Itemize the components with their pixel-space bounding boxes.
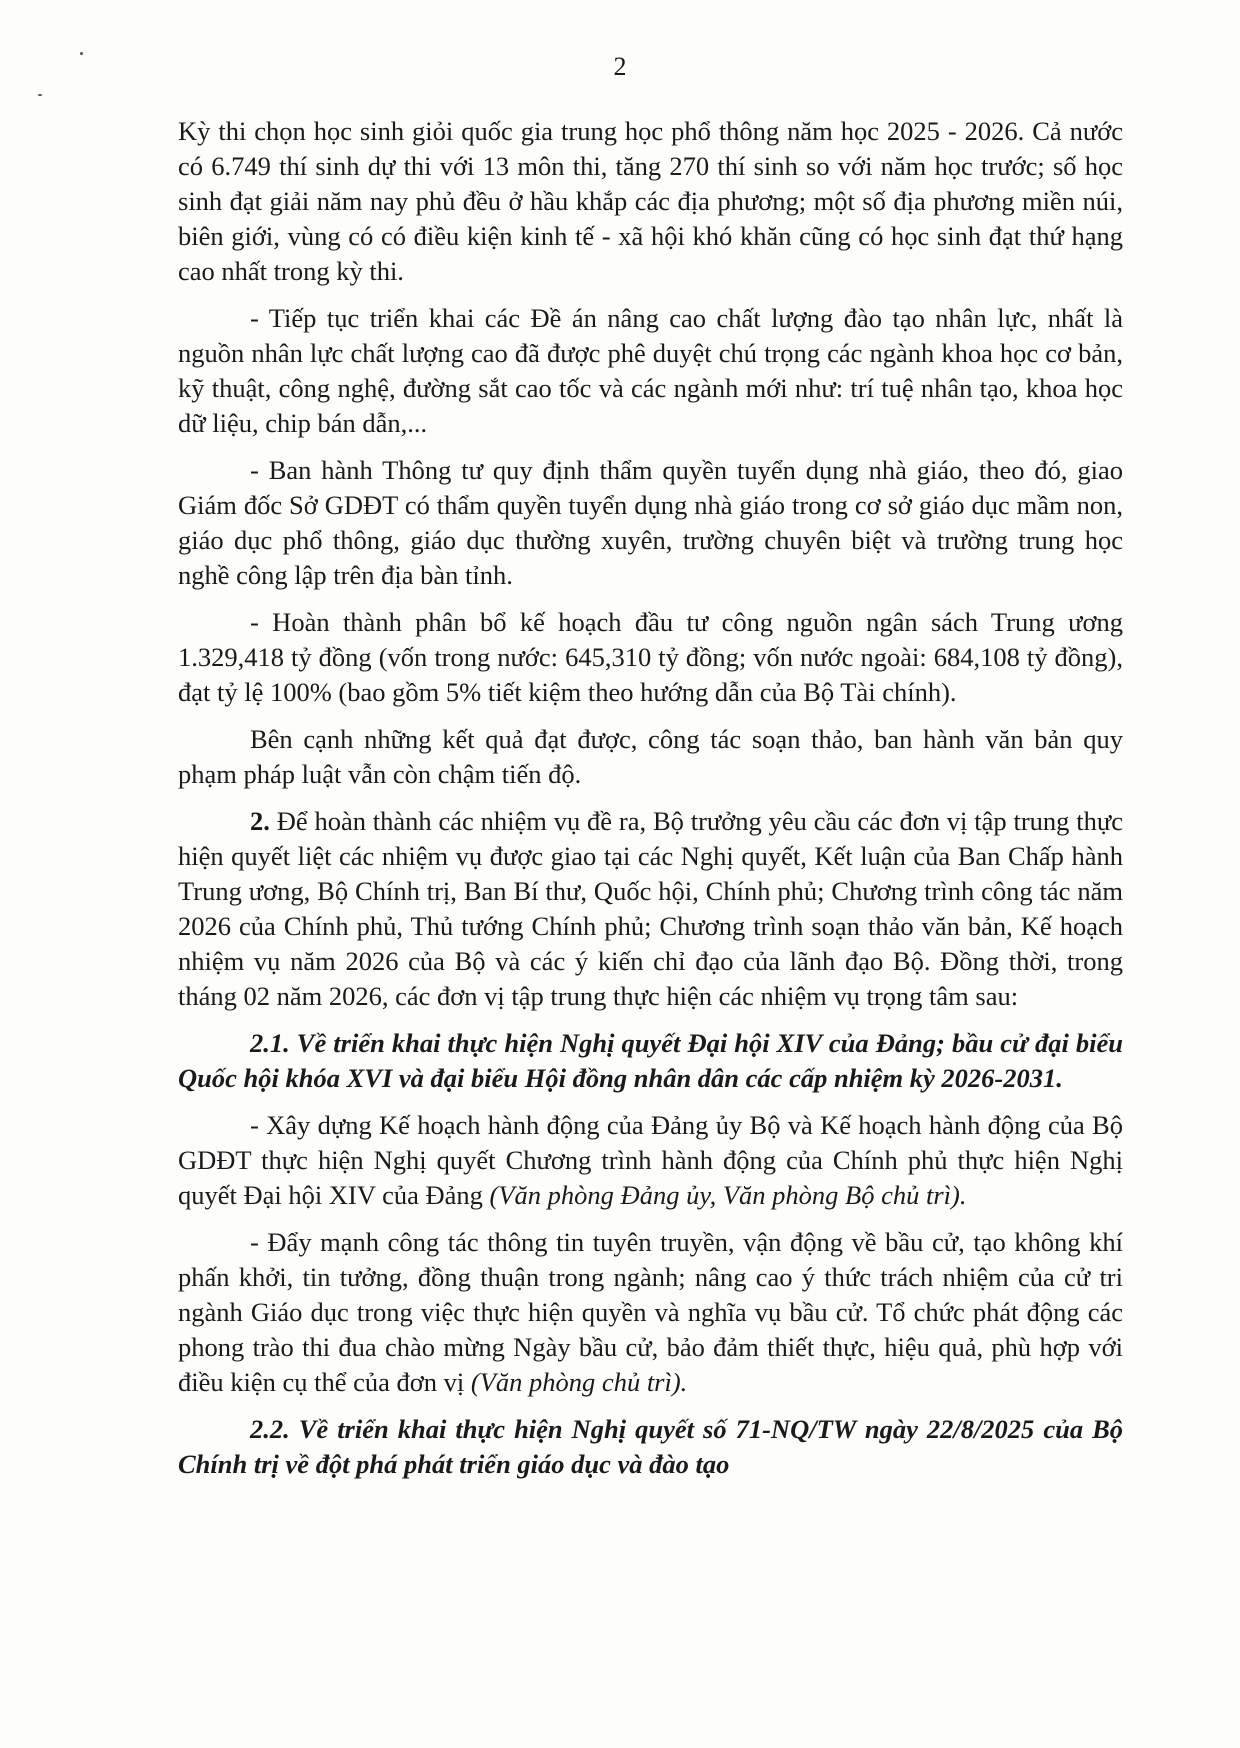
paragraph-tasks-text: Để hoàn thành các nhiệm vụ đề ra, Bộ trưởng yêu cầu các đơn vị tập trung thực hiện quyết liệt các nhiệm vụ được giao tại các Nghị quyết, Kết luận của Ban Chấp hành Trung ương, Bộ Chính trị, Ban Bí thư, Quốc hội, Chính phủ; Chương trình công tác năm 2026 của Chính phủ, Thủ tướng Chính phủ; Chương trình soạn thảo văn bản, Kế hoạch nhiệm vụ năm 2026 của Bộ và các ý kiến chỉ đạo của lãnh đạo Bộ. Đồng thời, trong tháng 02 năm 2026, các đơn vị tập trung thực hiện các nhiệm vụ trọng tâm sau:	[178, 806, 1123, 1011]
paragraph-exam-results: Kỳ thi chọn học sinh giỏi quốc gia trung học phổ thông năm học 2025 - 2026. Cả nước có 6.749 thí sinh dự thi với 13 môn thi, tăng 270 thí sinh so với năm học trước; số học sinh đạt giải năm nay phủ đều ở hầu khắp các địa phương; một số địa phương miền núi, biên giới, vùng có có điều kiện kinh tế - xã hội khó khăn cũng có học sinh đạt thứ hạng cao nhất trong kỳ thi.	[178, 116, 1123, 286]
section-heading-2-2: 2.2. Về triển khai thực hiện Nghị quyết số 71-NQ/TW ngày 22/8/2025 của Bộ Chính trị về đột phá phát triển giáo dục và đào tạo	[178, 1414, 1123, 1479]
page-number: 2	[613, 52, 627, 81]
section-heading-2-1: 2.1. Về triển khai thực hiện Nghị quyết Đại hội XIV của Đảng; bầu cử đại biểu Quốc hội khóa XVI và đại biểu Hội đồng nhân dân các cấp nhiệm kỳ 2026-2031.	[178, 1028, 1123, 1093]
paragraph-tasks-intro	[178, 804, 1123, 1014]
paragraph-recruitment-circular: - Ban hành Thông tư quy định thẩm quyền tuyển dụng nhà giáo, theo đó, giao Giám đốc Sở GDĐT có thẩm quyền tuyển dụng nhà giáo trong cơ sở giáo dục mầm non, giáo dục phổ thông, giáo dục thường xuyên, trường chuyên biệt và trường trung học nghề công lập trên địa bàn tỉnh.	[178, 455, 1123, 590]
paragraph-election-text: - Đẩy mạnh công tác thông tin tuyên truyền, vận động về bầu cử, tạo không khí phấn khởi, tin tưởng, đồng thuận trong ngành; nâng cao ý thức trách nhiệm của cử tri ngành Giáo dục trong việc thực hiện quyền và nghĩa vụ bầu cử. Tổ chức phát động các phong trào thi đua chào mừng Ngày bầu cử, bảo đảm thiết thực, hiệu quả, phù hợp với điều kiện cụ thể của đơn vị	[178, 1227, 1123, 1397]
paragraph-action-plan	[178, 1108, 1123, 1213]
responsible-unit: (Văn phòng chủ trì).	[470, 1367, 688, 1397]
scan-speck	[38, 94, 42, 96]
paragraph-action-plan-text: - Xây dựng Kế hoạch hành động của Đảng ủy Bộ và Kế hoạch hành động của Bộ GDĐT thực hiện Nghị quyết Chương trình hành động của Chính phủ thực hiện Nghị quyết Đại hội XIV của Đảng	[178, 1110, 1123, 1210]
paragraph-public-investment: - Hoàn thành phân bổ kế hoạch đầu tư công nguồn ngân sách Trung ương 1.329,418 tỷ đồng (vốn trong nước: 645,310 tỷ đồng; vốn nước ngoài: 684,108 tỷ đồng), đạt tỷ lệ 100% (bao gồm 5% tiết kiệm theo hướng dẫn của Bộ Tài chính).	[178, 607, 1123, 707]
paragraph-election-communication	[178, 1225, 1123, 1400]
responsible-unit: (Văn phòng Đảng ủy, Văn phòng Bộ chủ trì).	[489, 1180, 967, 1210]
section-number: 2.	[250, 806, 270, 836]
document-body	[178, 114, 1123, 1494]
paragraph-limitations: Bên cạnh những kết quả đạt được, công tác soạn thảo, ban hành văn bản quy phạm pháp luật vẫn còn chậm tiến độ.	[178, 724, 1123, 789]
paragraph-training-projects: - Tiếp tục triển khai các Đề án nâng cao chất lượng đào tạo nhân lực, nhất là nguồn nhân lực chất lượng cao đã được phê duyệt chú trọng các ngành khoa học cơ bản, kỹ thuật, công nghệ, đường sắt cao tốc và các ngành mới như: trí tuệ nhân tạo, khoa học dữ liệu, chip bán dẫn,...	[178, 303, 1123, 438]
